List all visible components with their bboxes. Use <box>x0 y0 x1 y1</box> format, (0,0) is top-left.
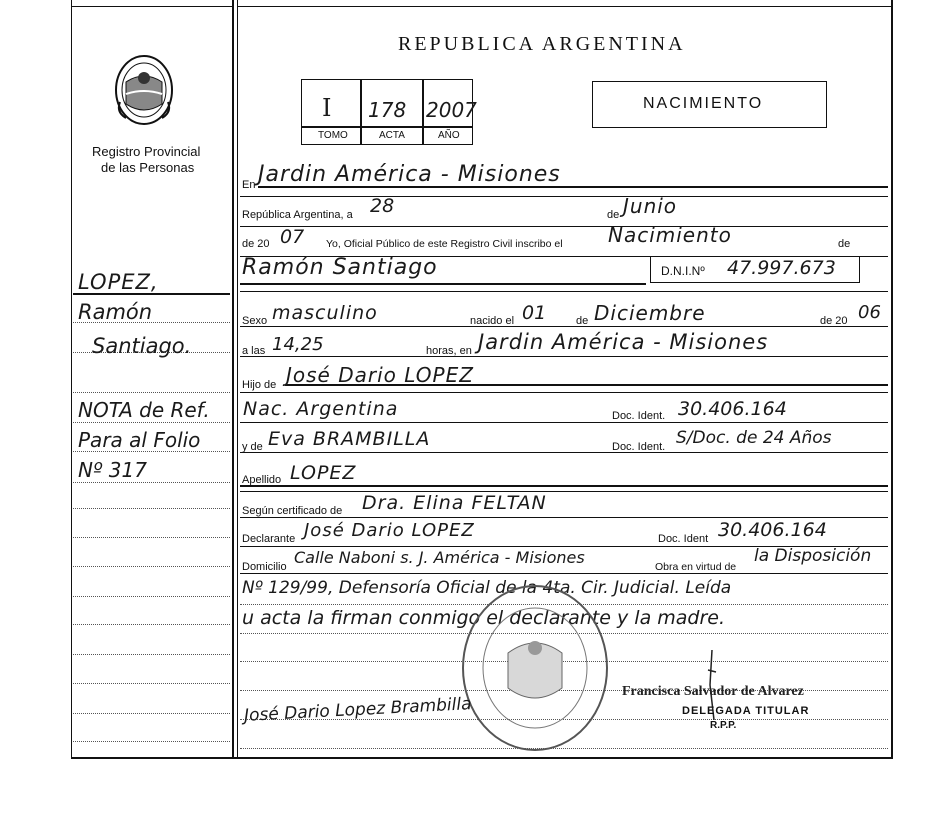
father-name: José Dario LOPEZ <box>286 363 474 387</box>
ano-value: 2007 <box>426 98 477 122</box>
sex-value: masculino <box>272 302 378 324</box>
oficial-label: Yo, Oficial Público de este Registro Civil inscribo el <box>326 238 563 250</box>
obra-label: Obra en virtud de <box>655 561 737 573</box>
seal-icon <box>460 583 610 753</box>
registration-year-suffix: 07 <box>280 226 305 248</box>
father-doc: 30.406.164 <box>678 398 787 420</box>
certificado-label: Según certificado de <box>242 505 343 517</box>
obra-value: la Disposición <box>754 546 872 566</box>
official-title: DELEGADA TITULAR <box>682 705 810 717</box>
registration-month: Junio <box>623 194 678 218</box>
official-seal <box>460 583 610 753</box>
mother-doc: S/Doc. de 24 Años <box>676 428 832 448</box>
acta-value: 178 <box>368 98 407 122</box>
official-name: Francisca Salvador de Alvarez <box>622 684 804 699</box>
registry-name-line2: de las Personas <box>101 160 195 175</box>
margin-name1: Ramón <box>78 300 153 324</box>
top-right-border <box>238 6 893 7</box>
shield-icon <box>112 52 176 130</box>
record-number-box <box>301 79 477 145</box>
de-label-1: de <box>607 209 620 221</box>
horas-label: horas, en <box>426 345 472 357</box>
tomo-label: TOMO <box>318 130 348 141</box>
republica-label: República Argentina, a <box>242 209 353 221</box>
text-line3: u acta la firman conmigo el declarante y la madre. <box>242 607 726 629</box>
right-border <box>891 0 893 758</box>
en-label: En <box>242 179 256 191</box>
nacido-label: nacido el <box>470 315 515 327</box>
ano-label: AÑO <box>438 130 460 141</box>
doc-ident-label-2: Doc. Ident. <box>612 441 666 453</box>
text-line2: Nº 129/99, Defensoría Oficial de la 4ta. Cir. Judicial. Leída <box>242 578 732 598</box>
center-divider-inner <box>237 0 238 758</box>
declarante-signature: José Dario Lopez Brambilla <box>243 694 472 726</box>
domicilio-label: Domicilio <box>242 561 287 573</box>
act-written: Nacimiento <box>608 223 732 247</box>
birth-day: 01 <box>522 302 547 324</box>
sexo-label: Sexo <box>242 315 268 327</box>
margin-note-line3: Nº 317 <box>78 458 147 482</box>
dni-label: D.N.I.Nº <box>661 264 705 278</box>
registration-place: Jardin América - Misiones <box>258 162 561 187</box>
margin-note-line2: Para al Folio <box>78 428 201 452</box>
declarante-name: José Dario LOPEZ <box>304 520 475 541</box>
registry-name-line1: Registro Provincial <box>92 144 201 159</box>
child-name: Ramón Santiago <box>242 255 438 280</box>
birth-year-label: de 20 <box>820 315 848 327</box>
margin-note-line1: NOTA de Ref. <box>78 398 210 422</box>
act-type-box <box>592 81 827 128</box>
doc-ident-label-3: Doc. Ident <box>658 533 709 545</box>
apellido-label: Apellido <box>242 474 282 486</box>
bottom-border <box>71 757 893 759</box>
top-left-border <box>71 6 233 7</box>
act-type-label: NACIMIENTO <box>643 95 764 112</box>
de-label-2: de <box>838 238 851 250</box>
mother-name: Eva BRAMBILLA <box>268 428 431 450</box>
margin-surname: LOPEZ, <box>78 270 159 294</box>
dni-value: 47.997.673 <box>727 257 836 279</box>
birth-place: Jardin América - Misiones <box>478 330 769 354</box>
official-office: R.P.P. <box>710 720 737 731</box>
declarante-doc: 30.406.164 <box>718 519 827 541</box>
alas-label: a las <box>242 345 266 357</box>
birth-year-suffix: 06 <box>858 302 881 323</box>
declarante-label: Declarante <box>242 533 296 545</box>
acta-label: ACTA <box>379 130 405 141</box>
center-divider <box>232 0 234 758</box>
birth-time: 14,25 <box>272 334 324 355</box>
domicilio-value: Calle Naboni s. J. América - Misiones <box>294 548 585 567</box>
tomo-value: I <box>322 94 332 122</box>
left-column-border <box>71 0 72 758</box>
hijo-label: Hijo de <box>242 379 277 391</box>
surname: LOPEZ <box>290 462 357 484</box>
father-nationality: Nac. Argentina <box>243 398 399 420</box>
provincial-shield-logo <box>112 52 176 130</box>
dni-box <box>650 256 860 283</box>
birth-month: Diciembre <box>594 301 706 325</box>
yde-label: y de <box>242 441 263 453</box>
doctor-name: Dra. Elina FELTAN <box>362 492 547 514</box>
doc-ident-label-1: Doc. Ident. <box>612 410 666 422</box>
registration-day: 28 <box>370 195 395 217</box>
year-prefix-label: de 20 <box>242 238 270 250</box>
country-title: REPUBLICA ARGENTINA <box>398 33 686 55</box>
margin-name2: Santiago. <box>92 334 192 358</box>
de-label-3: de <box>576 315 589 327</box>
